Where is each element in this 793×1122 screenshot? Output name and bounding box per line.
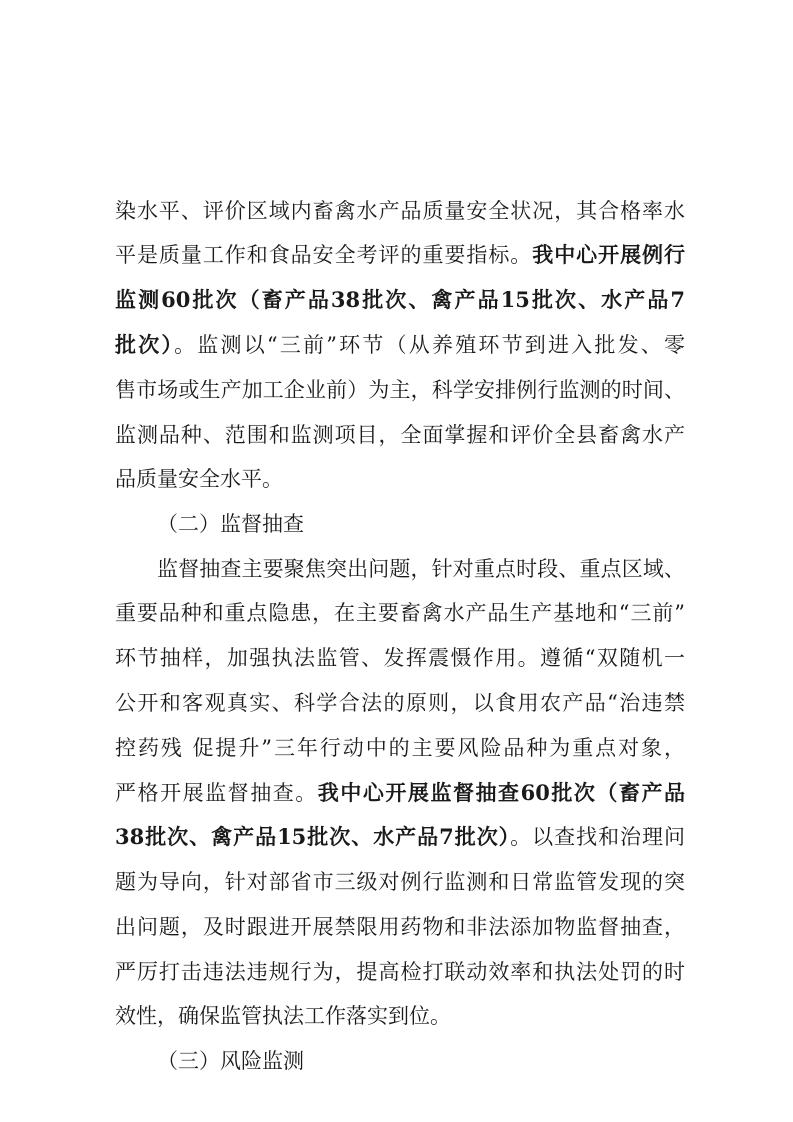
paragraph-2-line-2 — [115, 598, 685, 628]
text-span: 控药残 促提升”三年行动中的主要风险品种为重点对象， — [115, 736, 685, 760]
text-span: 重要品种和重点隐患，在主要畜禽水产品生产基地和“三前” — [115, 601, 685, 625]
text-span: 品质量安全水平。 — [115, 467, 283, 491]
bold-text-span: 批次） — [115, 332, 175, 357]
text-span: 效性，确保监管执法工作落实到位。 — [115, 1004, 451, 1028]
bold-text-span: 监测60批次（畜产品38批次、禽产品15批次、水产品7 — [115, 287, 685, 312]
text-span: 环节抽样，加强执法监管、发挥震慑作用。遵循“双随机一 — [115, 646, 685, 670]
section-heading-3: （三）风险监测 — [157, 1049, 304, 1073]
paragraph-1-line-2 — [115, 240, 685, 270]
bold-text-span: 38批次、禽产品15批次、水产品7批次） — [115, 824, 511, 849]
paragraph-2-line-6 — [115, 778, 685, 808]
paragraph-2-line-9 — [115, 912, 685, 942]
paragraph-2-line-4 — [115, 688, 685, 718]
paragraph-2-line-8 — [115, 867, 685, 897]
text-span: 平是质量工作和食品安全考评的重要指标。 — [115, 243, 533, 267]
paragraph-2-line-1 — [157, 554, 685, 584]
text-span: 公开和客观真实、科学合法的原则，以食用农产品“治违禁 — [115, 691, 685, 715]
text-span: 严厉打击违法违规行为，提高检打联动效率和执法处罚的时 — [115, 960, 685, 984]
text-span: 售市场或生产加工企业前）为主，科学安排例行监测的时间、 — [115, 378, 685, 402]
paragraph-1-line-5 — [115, 375, 685, 405]
paragraph-2-line-5 — [115, 733, 685, 763]
text-span: 监督抽查主要聚焦突出问题，针对重点时段、重点区域、 — [157, 557, 685, 581]
paragraph-1-line-3 — [115, 285, 685, 315]
paragraph-1-line-7 — [115, 464, 685, 494]
paragraph-1-line-1 — [115, 196, 685, 226]
paragraph-1-line-6 — [115, 420, 685, 450]
paragraph-1-line-4 — [115, 330, 685, 360]
text-span: 出问题，及时跟进开展禁限用药物和非法添加物监督抽查， — [115, 915, 685, 939]
bold-text-span: 我中心开展例行 — [532, 242, 686, 267]
paragraph-2-line-3 — [115, 643, 685, 673]
paragraph-2-line-11 — [115, 1001, 685, 1031]
bold-text-span: 我中心开展监督抽查60批次（畜产品 — [317, 780, 685, 805]
paragraph-2-line-7 — [115, 822, 685, 852]
text-span: 。以查找和治理问 — [510, 825, 685, 849]
text-span: 题为导向，针对部省市三级对例行监测和日常监管发现的突 — [115, 870, 685, 894]
text-span: 染水平、评价区域内畜禽水产品质量安全状况，其合格率水 — [115, 199, 685, 223]
section-heading-2: （二）监督抽查 — [157, 512, 304, 536]
text-span: 监测品种、范围和监测项目，全面掌握和评价全县畜禽水产 — [115, 423, 685, 447]
paragraph-2-line-10 — [115, 957, 685, 987]
text-span: 严格开展监督抽查。 — [115, 781, 318, 805]
text-span: 。监测以“三前”环节（从养殖环节到进入批发、零 — [174, 333, 685, 357]
